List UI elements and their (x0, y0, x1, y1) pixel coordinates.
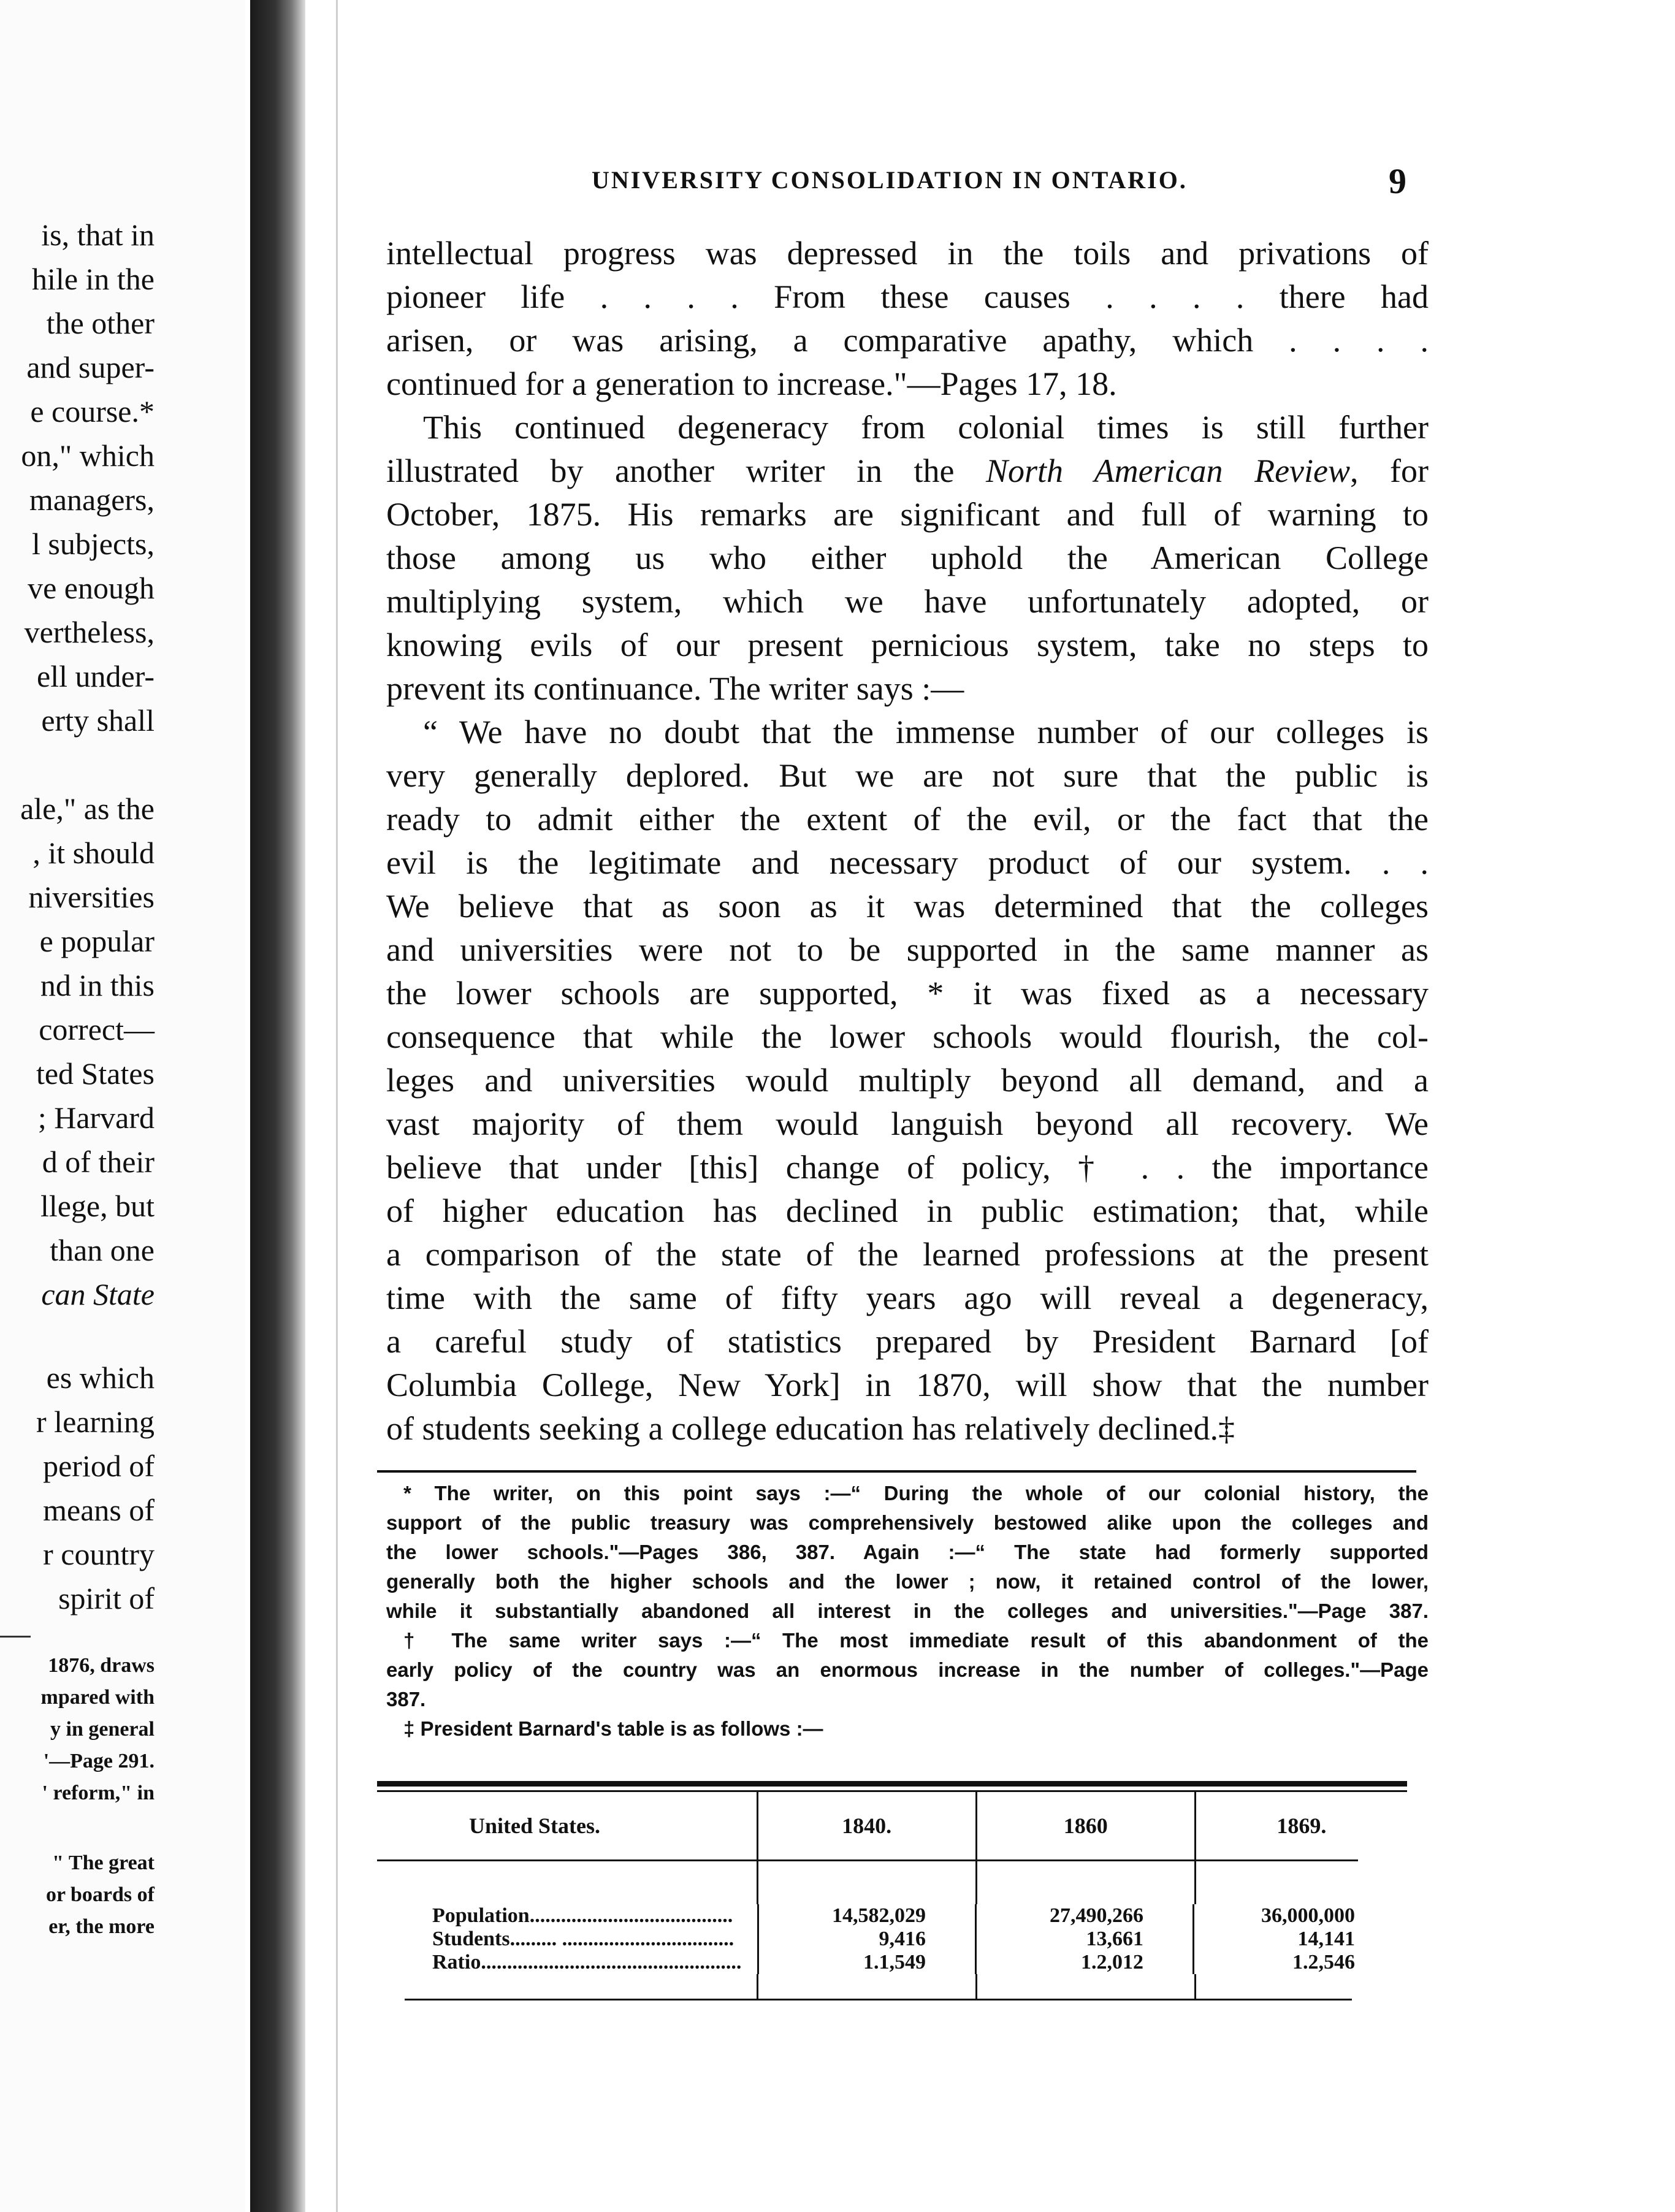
body-line: arisen, or was arising, a comparative apathy, which . . . . (386, 322, 1429, 359)
body-line: Columbia College, New York] in 1870, will show that the number (386, 1367, 1429, 1403)
body-line: of students seeking a college education has relatively declined.‡ (386, 1410, 1235, 1447)
facing-page-line: r learning (36, 1405, 155, 1439)
table-header: 1869. (1276, 1813, 1327, 1838)
body-line: pioneer life . . . . From these causes . . . . there had (386, 278, 1429, 315)
facing-page-note: ' reform," in (42, 1782, 155, 1804)
body-line: consequence that while the lower schools would flourish, the col- (386, 1018, 1429, 1055)
facing-page-line: r country (43, 1537, 155, 1571)
facing-page-note: mpared with (40, 1686, 155, 1709)
table-header: United States. (469, 1813, 600, 1838)
body-line: the lower schools are supported, * it was fixed as a necessary (386, 975, 1429, 1012)
row-label: Students......... ................................. (432, 1928, 734, 1950)
facing-page-line: period of (43, 1449, 155, 1483)
facing-page-line: than one (50, 1233, 155, 1267)
facing-page-line: and super- (26, 350, 155, 384)
body-line: vast majority of them would languish beyond all recovery. We (386, 1105, 1429, 1142)
body-line: time with the same of fifty years ago will reveal a degeneracy, (386, 1280, 1429, 1316)
body-line: ready to admit either the extent of the evil, or the fact that the (386, 801, 1429, 837)
facing-page-footnote-rule (0, 1636, 31, 1638)
table-row (377, 1928, 1407, 1951)
cell-value: 14,582,029 (757, 1904, 975, 1928)
facing-page-note: or boards of (46, 1883, 155, 1906)
facing-page-line: nd in this (40, 968, 155, 1002)
body-line: and universities were not to be supported in the same manner as (386, 931, 1429, 968)
facing-page-line: , it should (32, 836, 155, 870)
facing-page-line: vertheless, (24, 615, 155, 649)
facing-page-line: l subjects, (32, 527, 155, 561)
facing-page-line: llege, but (40, 1189, 155, 1223)
body-line: a careful study of statistics prepared by President Barnard [of (386, 1323, 1429, 1360)
barnard-statistics-table (377, 1781, 1407, 2000)
facing-page-line: spirit of (58, 1581, 155, 1615)
cell-value: 9,416 (757, 1928, 975, 1951)
body-line: knowing evils of our present pernicious system, take no steps to (386, 627, 1429, 663)
table-bottom-rule (405, 1999, 1352, 2000)
body-line: a comparison of the state of the learned professions at the present (386, 1236, 1429, 1273)
body-line: leges and universities would multiply beyond all demand, and a (386, 1062, 1429, 1099)
body-text (386, 232, 1429, 1451)
row-label: Ratio.................................................. (432, 1951, 742, 1974)
facing-page-line: es which (46, 1360, 155, 1395)
footnote-line: † The same writer says :—“ The most immediate result of this abandonment of the (403, 1629, 1429, 1652)
page-edge (336, 0, 338, 2212)
facing-page-line: e course.* (30, 394, 155, 429)
footnote-line: while it substantially abandoned all interest in the colleges and universities."—Page 387. (386, 1600, 1429, 1622)
cell-value: 1.2,546 (1192, 1951, 1404, 1974)
footnote-line: ‡ President Barnard's table is as follows :— (403, 1717, 823, 1740)
facing-page-note: er, the more (48, 1915, 155, 1938)
footnote-line: 387. (386, 1688, 426, 1710)
book-page (368, 0, 1675, 2212)
cell-value: 14,141 (1192, 1928, 1404, 1951)
body-line: October, 1875. His remarks are significant and full of warning to (386, 496, 1429, 533)
footnote-line: generally both the higher schools and the lower ; now, it retained control of the lower, (386, 1570, 1429, 1593)
footnote-line: support of the public treasury was comprehensively bestowed alike upon the colleges and (386, 1511, 1429, 1534)
cell-value: 1.1,549 (757, 1951, 975, 1974)
cell-value: 1.2,012 (975, 1951, 1192, 1974)
facing-page-line: ted States (36, 1056, 155, 1091)
body-line: those among us who either uphold the American College (386, 540, 1429, 576)
facing-page-line: niversities (28, 880, 155, 914)
running-title: UNIVERSITY CONSOLIDATION IN ONTARIO. (592, 166, 1188, 194)
body-line: evil is the legitimate and necessary product of our system. . . (386, 844, 1429, 881)
footnote-rule (377, 1470, 1416, 1473)
body-line: continued for a generation to increase."—Pages 17, 18. (386, 365, 1117, 402)
table-header: 1840. (842, 1813, 892, 1838)
facing-page-note: y in general (50, 1718, 155, 1741)
cell-value: 27,490,266 (975, 1904, 1192, 1928)
facing-page-line: is, that in (41, 218, 155, 252)
facing-page-note: " The great (52, 1852, 155, 1874)
table-top-rule (377, 1781, 1407, 1787)
table-header: 1860 (1063, 1813, 1108, 1838)
body-line: prevent its continuance. The writer says :— (386, 670, 964, 707)
footnotes (386, 1479, 1429, 1744)
facing-page-line: means of (43, 1493, 155, 1527)
cell-value: 13,661 (975, 1928, 1192, 1951)
facing-page-line: correct— (39, 1012, 155, 1047)
facing-page-left (0, 0, 245, 2212)
body-line: We believe that as soon as it was determined that the colleges (386, 888, 1429, 925)
facing-page-line: e popular (39, 924, 155, 958)
facing-page-line: the other (46, 306, 155, 340)
facing-page-line: d of their (42, 1145, 155, 1179)
facing-page-line: ell under- (37, 659, 155, 693)
body-line: illustrated by another writer in the North American Review, for (386, 452, 1429, 489)
facing-page-line: on," which (21, 438, 155, 473)
body-line: intellectual progress was depressed in the toils and privations of (386, 235, 1429, 272)
body-line: “ We have no doubt that the immense number of our colleges is (423, 714, 1429, 750)
facing-page-note: 1876, draws (48, 1654, 155, 1677)
facing-page-line: ve enough (28, 571, 155, 605)
cell-value: 36,000,000 (1192, 1904, 1404, 1928)
table-body (377, 1792, 1407, 1859)
facing-page-line: hile in the (32, 262, 155, 296)
facing-page-line: ; Harvard (37, 1100, 155, 1135)
body-line: multiplying system, which we have unfortunately adopted, or (386, 583, 1429, 620)
body-line: believe that under [this] change of policy, † . . the importance (386, 1149, 1429, 1186)
facing-page-note: '—Page 291. (43, 1750, 155, 1772)
footnote-line: early policy of the country was an enormous increase in the number of colleges."—Page (386, 1658, 1429, 1681)
footnote-line: * The writer, on this point says :—“ During the whole of our colonial history, the (403, 1482, 1429, 1505)
footnote-line: the lower schools."—Pages 386, 387. Again :—“ The state had formerly supported (386, 1541, 1429, 1563)
body-line: This continued degeneracy from colonial times is still further (423, 409, 1429, 446)
page-number: 9 (1389, 161, 1406, 201)
facing-page-line: can State (41, 1277, 155, 1311)
facing-page-line: managers, (29, 482, 155, 517)
facing-page-line: ale," as the (20, 791, 155, 826)
body-line: of higher education has declined in public estimation; that, while (386, 1192, 1429, 1229)
facing-page-line: erty shall (41, 703, 155, 738)
book-gutter (250, 0, 305, 2212)
body-line: very generally deplored. But we are not sure that the public is (386, 757, 1429, 794)
table-row (377, 1904, 1407, 1928)
row-label: Population....................................... (432, 1904, 733, 1927)
table-row (377, 1951, 1407, 1974)
